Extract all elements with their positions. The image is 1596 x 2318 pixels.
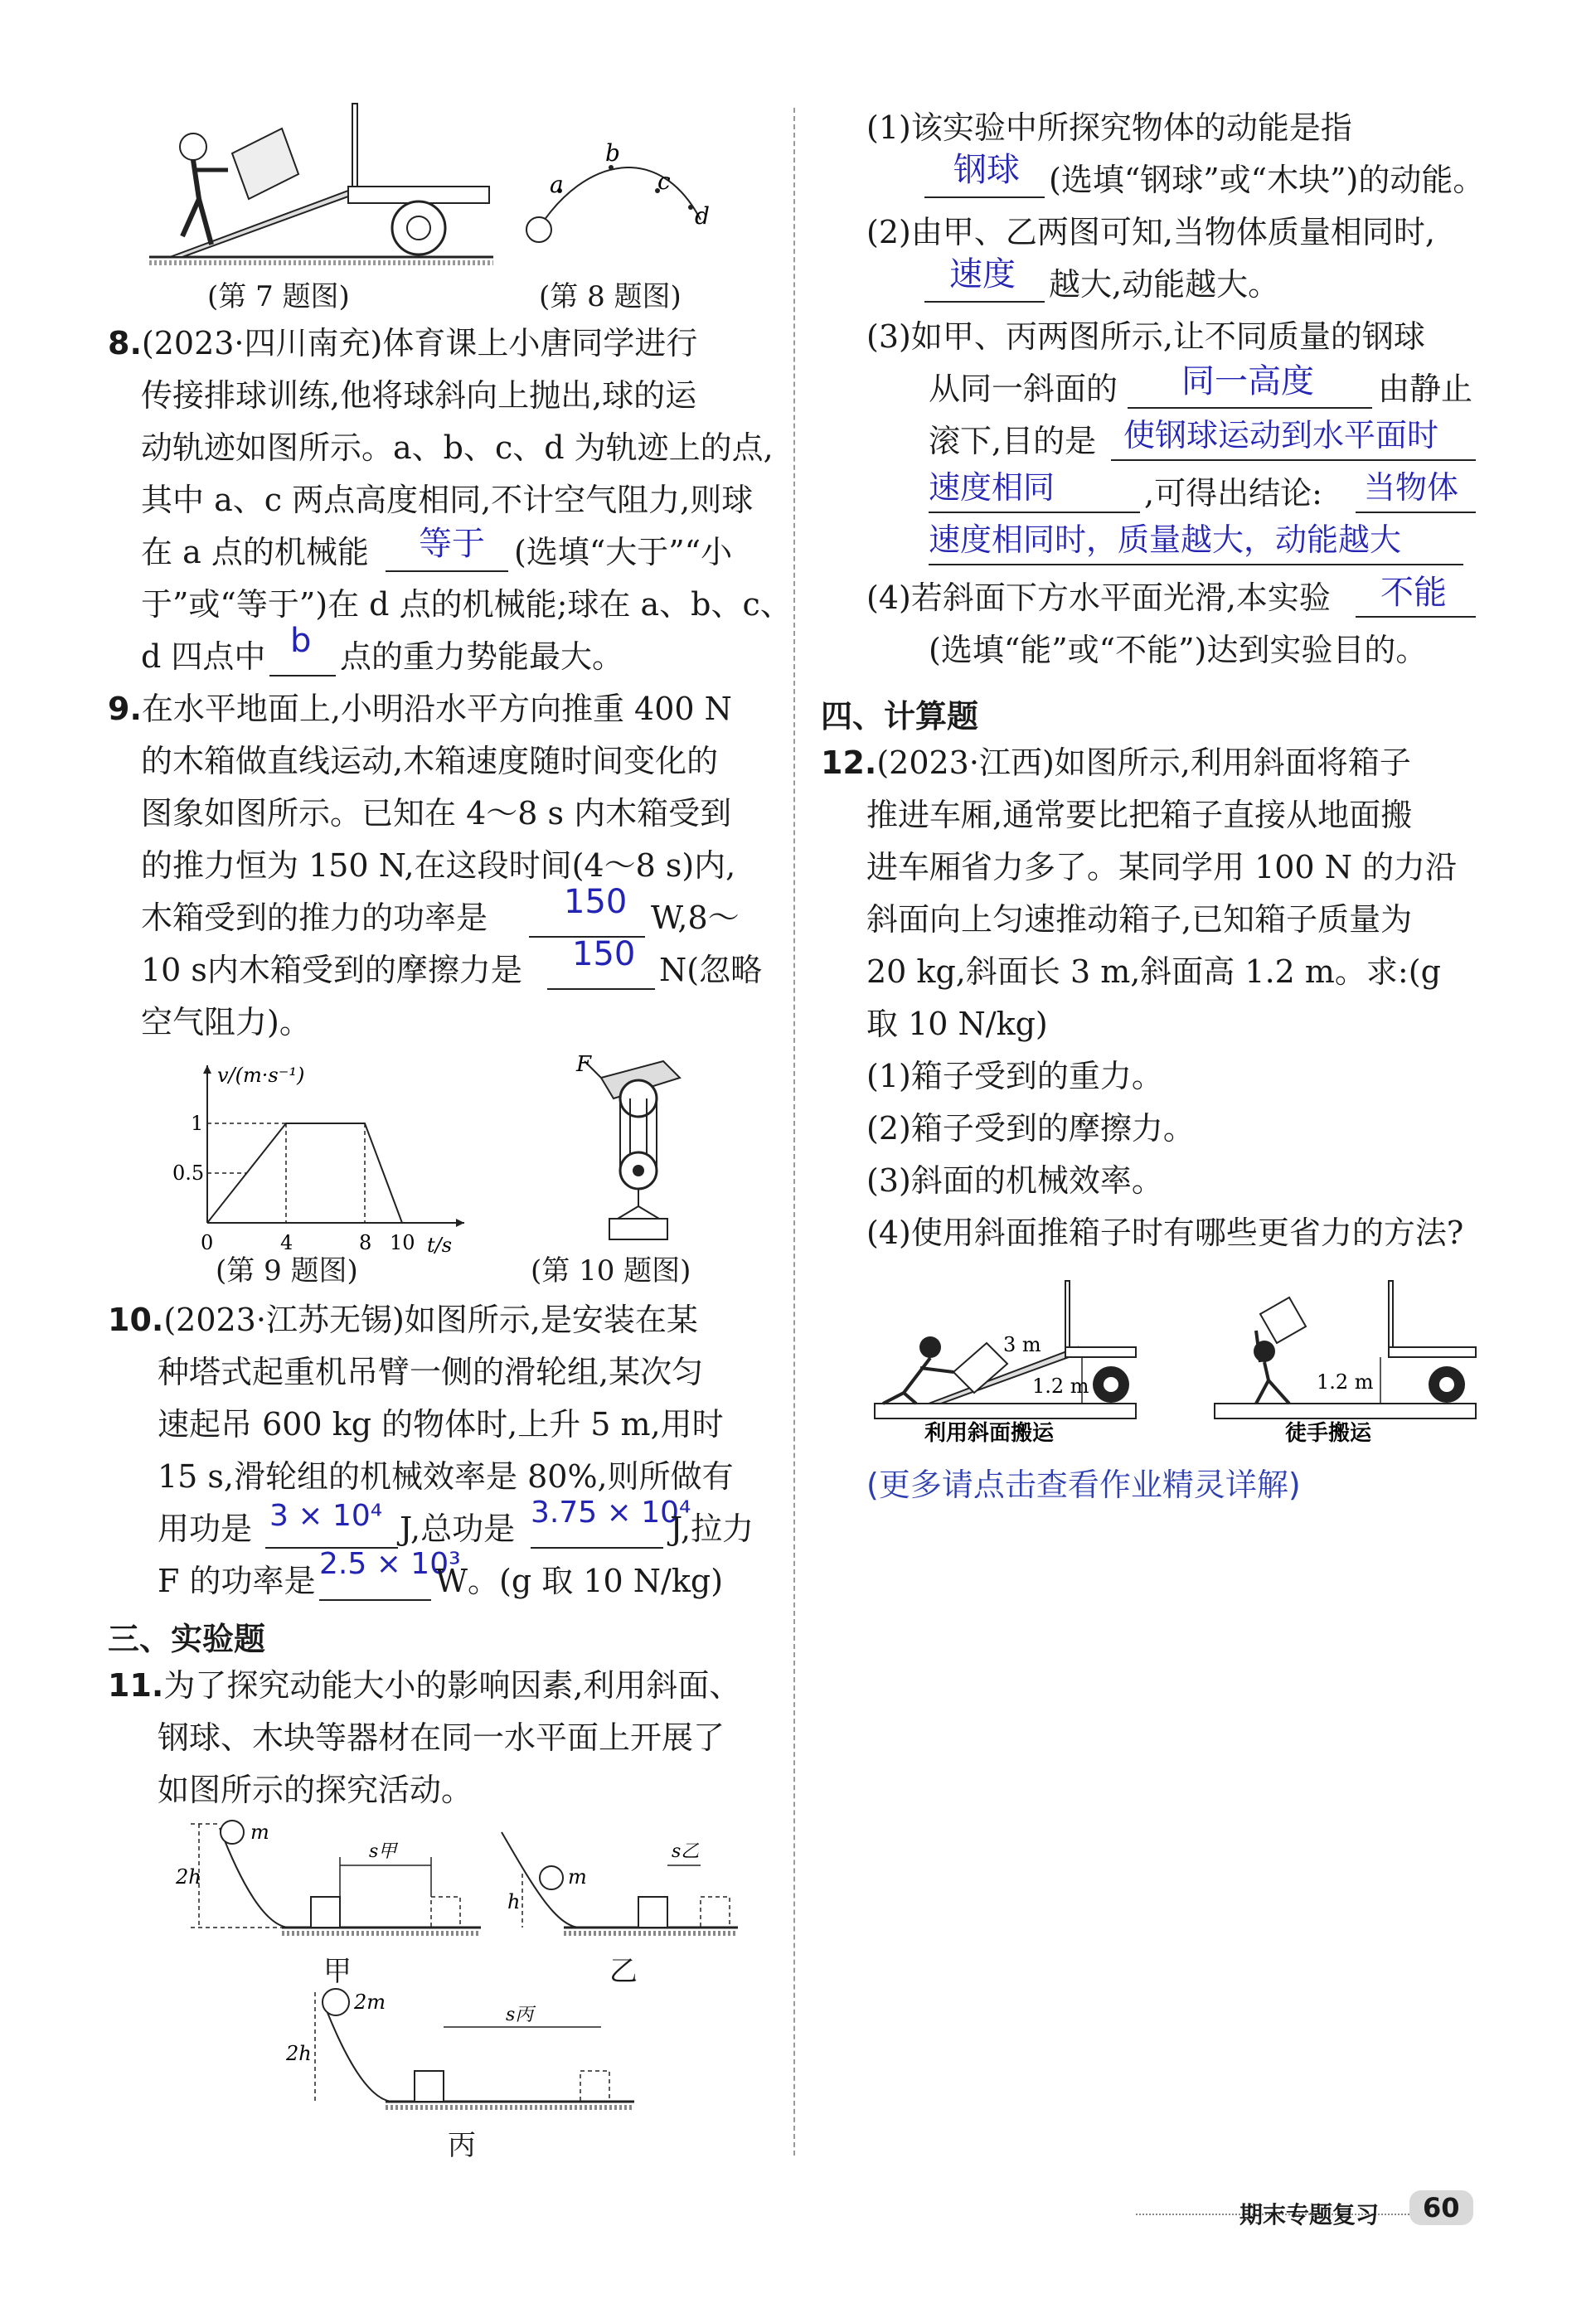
- q10-answer-3: 2.5 × 10³: [319, 1547, 461, 1581]
- q9-blank-2[interactable]: [547, 988, 655, 990]
- q11-part3-line2a: 从同一斜面的: [929, 371, 1118, 407]
- q10-line-5b: J,总功是: [400, 1511, 516, 1547]
- q11-part4-answer: 不能: [1380, 574, 1447, 612]
- q10-line-5c: J,拉力: [670, 1511, 754, 1547]
- q12-line-3: 进车厢省力多了。某同学用 100 N 的力沿: [866, 849, 1458, 885]
- force-label-F: F: [576, 1052, 592, 1077]
- q11-part3-blank1[interactable]: [1128, 407, 1372, 409]
- figure-11-yi: [497, 1816, 746, 1957]
- q10-line-5a: 用功是: [158, 1511, 253, 1547]
- footer-label: 期末专题复习: [1239, 2201, 1380, 2228]
- q10-line-6b: W。(g 取 10 N/kg): [435, 1563, 724, 1599]
- q10-line-4: 15 s,滑轮组的机械效率是 80%,则所做有: [158, 1458, 734, 1495]
- q12-number: 12.: [821, 744, 877, 781]
- section-3-heading: 三、实验题: [108, 1621, 266, 1657]
- label-s-jia: s甲: [369, 1841, 397, 1862]
- figure-8: [518, 141, 734, 257]
- label-s-bing: s丙: [506, 2005, 534, 2025]
- label-2h: 2h: [176, 1865, 201, 1889]
- figure-11-yi-caption: 乙: [609, 1955, 638, 1988]
- q11-part2-line2: 越大,动能越大。: [1049, 266, 1280, 303]
- q8-blank-2[interactable]: [269, 675, 336, 676]
- q11-part3-line1: (3)如甲、丙两图所示,让不同质量的钢球: [866, 318, 1425, 355]
- y-axis-label: v/(m·s⁻¹): [217, 1064, 305, 1087]
- section-4-heading: 四、计算题: [821, 698, 979, 735]
- figure-9-caption: (第 9 题图): [216, 1254, 358, 1288]
- column-divider: [793, 108, 795, 2156]
- label-ramp-height: 1.2 m: [1032, 1375, 1089, 1398]
- q11-part3-answer2a: 使钢球运动到水平面时: [1123, 417, 1439, 453]
- q11-part3-line2b: 由静止: [1378, 371, 1473, 407]
- q10-line-6a: F 的功率是: [158, 1563, 316, 1599]
- q12-sub-4: (4)使用斜面推箱子时有哪些更省力的方法?: [866, 1215, 1464, 1251]
- x-tick-10: 10: [390, 1231, 415, 1254]
- q11-line-3: 如图所示的探究活动。: [158, 1772, 473, 1808]
- q8-line-3: 动轨迹如图所示。a、b、c、d 为轨迹上的点,: [141, 429, 774, 466]
- q10-line-1: 10.(2023·江苏无锡)如图所示,是安装在某: [108, 1302, 698, 1338]
- q9-number: 9.: [108, 691, 142, 727]
- q9-line-2: 的木箱做直线运动,木箱速度随时间变化的: [141, 743, 719, 779]
- label-m: m: [250, 1821, 269, 1844]
- label-m-yi: m: [568, 1865, 587, 1889]
- more-details-link[interactable]: (更多请点击查看作业精灵详解): [866, 1467, 1301, 1503]
- label-a: a: [550, 171, 564, 198]
- v-t-line: [207, 1123, 402, 1223]
- q11-part2-blank[interactable]: [924, 301, 1045, 303]
- q11-part3-answer3b: 速度相同时，质量越大，动能越大: [929, 521, 1402, 558]
- q9-line-4: 的推力恒为 150 N,在这段时间(4～8 s)内,: [141, 847, 736, 884]
- q11-part1-line1: (1)该实验中所探究物体的动能是指: [866, 109, 1352, 146]
- label-d: d: [695, 202, 710, 230]
- q8-line-2: 传接排球训练,他将球斜向上抛出,球的运: [141, 377, 697, 414]
- q10-number: 10.: [108, 1302, 164, 1338]
- q12-sub-1: (1)箱子受到的重力。: [866, 1058, 1163, 1094]
- q10-line-3: 速起吊 600 kg 的物体时,上升 5 m,用时: [158, 1406, 724, 1443]
- figure-12-left-caption: 利用斜面搬运: [924, 1421, 1055, 1446]
- q11-part4-blank[interactable]: [1356, 616, 1476, 618]
- figure-10-pulley: [572, 1053, 713, 1244]
- q8-answer-2: b: [290, 622, 312, 660]
- q11-part3-answer1: 同一高度: [1181, 362, 1314, 400]
- label-ramp-length: 3 m: [1003, 1333, 1041, 1356]
- q8-line-6: 于”或“等于”)在 d 点的机械能;球在 a、b、c、: [141, 586, 792, 623]
- q11-part3-blank2b[interactable]: [929, 512, 1140, 513]
- q8-line-7b: 点的重力势能最大。: [340, 638, 624, 675]
- figure-12-hand: [1210, 1281, 1484, 1447]
- q9-answer-2: 150: [572, 935, 636, 973]
- q9-line-6a: 10 s内木箱受到的摩擦力是: [141, 952, 522, 988]
- y-tick-1: 1: [191, 1112, 204, 1135]
- q11-part1-answer: 钢球: [953, 151, 1020, 189]
- q9-line-1: 9.在水平地面上,小明沿水平方向推重 400 N: [108, 691, 732, 727]
- q11-part3-answer2b: 速度相同: [929, 469, 1055, 506]
- x-tick-0: 0: [201, 1231, 214, 1254]
- x-tick-8: 8: [359, 1231, 372, 1254]
- label-2m: 2m: [354, 1991, 386, 2014]
- q11-part3-blank3[interactable]: [1356, 512, 1476, 513]
- q11-part4-line2: (选填“能”或“不能”)达到实验目的。: [929, 632, 1428, 668]
- q10-answer-1: 3 × 10⁴: [269, 1499, 383, 1533]
- q11-part3-answer3a: 当物体: [1364, 469, 1459, 506]
- figure-9-graph: [158, 1057, 473, 1256]
- q9-line-5b: W,8～: [651, 900, 740, 936]
- figure-11-jia-caption: 甲: [323, 1955, 352, 1988]
- q9-answer-1: 150: [564, 883, 628, 921]
- label-c: c: [657, 167, 671, 195]
- x-tick-4: 4: [280, 1231, 293, 1254]
- figure-7-caption: (第 7 题图): [207, 280, 350, 313]
- q11-part3-blank2[interactable]: [1111, 459, 1476, 461]
- q12-line-6: 取 10 N/kg): [866, 1006, 1048, 1042]
- q12-line-1: 12.(2023·江西)如图所示,利用斜面将箱子: [821, 744, 1411, 781]
- q12-line-5: 20 kg,斜面长 3 m,斜面高 1.2 m。求:(g: [866, 953, 1441, 990]
- label-h: h: [507, 1890, 521, 1913]
- q11-part1-line2: (选填“钢球”或“木块”)的动能。: [1049, 162, 1485, 198]
- figure-11-bing-caption: 丙: [448, 2129, 476, 2162]
- figure-11-bing: [286, 1986, 643, 2126]
- label-b: b: [605, 139, 620, 167]
- q11-line-1: 11.为了探究动能大小的影响因素,利用斜面、: [108, 1667, 741, 1704]
- label-s-yi: s乙: [672, 1841, 700, 1862]
- q9-line-7: 空气阻力)。: [141, 1004, 311, 1040]
- page-number: 60: [1409, 2190, 1473, 2225]
- q11-part4-line1: (4)若斜面下方水平面光滑,本实验: [866, 580, 1331, 616]
- q10-blank-3[interactable]: [319, 1599, 431, 1601]
- q11-part2-line1: (2)由甲、乙两图可知,当物体质量相同时,: [866, 214, 1435, 250]
- q12-line-2: 推进车厢,通常要比把箱子直接从地面搬: [866, 797, 1413, 833]
- q12-sub-3: (3)斜面的机械效率。: [866, 1162, 1163, 1199]
- q12-sub-2: (2)箱子受到的摩擦力。: [866, 1110, 1195, 1147]
- x-axis-label: t/s: [427, 1234, 453, 1257]
- figure-10-caption: (第 10 题图): [531, 1254, 691, 1288]
- figure-12-right-caption: 徒手搬运: [1285, 1421, 1372, 1446]
- q9-line-5a: 木箱受到的推力的功率是: [141, 900, 488, 936]
- figure-7: [145, 104, 510, 269]
- q11-part3-blank3b[interactable]: [929, 564, 1463, 565]
- q8-line-4: 其中 a、c 两点高度相同,不计空气阻力,则球: [141, 482, 754, 518]
- q8-answer-1: 等于: [419, 525, 485, 563]
- q10-answer-2: 3.75 × 10⁴: [531, 1496, 691, 1530]
- q9-line-6b: N(忽略: [659, 952, 763, 988]
- figure-12-ramp: [871, 1281, 1144, 1447]
- q10-line-2: 种塔式起重机吊臂一侧的滑轮组,某次匀: [158, 1354, 704, 1390]
- q11-part3-line4b: ,可得出结论:: [1144, 475, 1322, 512]
- q11-line-2: 钢球、木块等器材在同一水平面上开展了: [158, 1719, 725, 1756]
- q11-part2-answer: 速度: [949, 255, 1016, 293]
- q11-part3-line3a: 滚下,目的是: [929, 423, 1097, 459]
- q9-line-3: 图象如图所示。已知在 4～8 s 内木箱受到: [141, 795, 732, 832]
- q8-blank-1[interactable]: [386, 570, 508, 572]
- q12-line-4: 斜面向上匀速推动箱子,已知箱子质量为: [866, 901, 1413, 938]
- label-2h-bing: 2h: [286, 2042, 312, 2065]
- figure-11-jia: [176, 1816, 481, 1957]
- q8-line-5a: 在 a 点的机械能: [141, 534, 369, 570]
- point-d: [688, 205, 693, 210]
- q8-line-7a: d 四点中: [141, 638, 266, 675]
- y-tick-05: 0.5: [172, 1161, 205, 1185]
- figure-8-caption: (第 8 题图): [539, 280, 682, 313]
- q8-number: 8.: [108, 325, 142, 361]
- q10-blank-2[interactable]: [531, 1547, 663, 1549]
- label-hand-height: 1.2 m: [1317, 1370, 1374, 1394]
- q11-part1-blank[interactable]: [924, 196, 1045, 198]
- q11-number: 11.: [108, 1667, 164, 1704]
- footer: [1136, 2189, 1484, 2238]
- q8-line-5b: (选填“大于”“小: [514, 534, 733, 570]
- q8-line-1: 8.(2023·四川南充)体育课上小唐同学进行: [108, 325, 698, 361]
